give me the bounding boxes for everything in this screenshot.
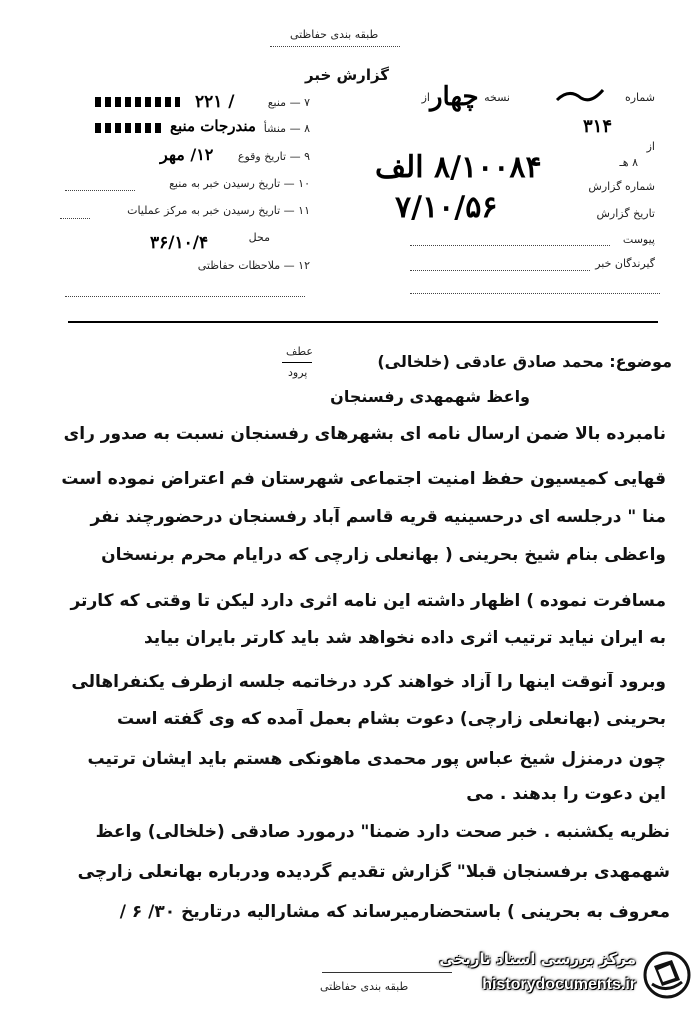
attachment-label: پیوست [622, 233, 655, 246]
from-label: از [646, 140, 655, 153]
body-line: منا " درجلسه ای درحسینیه قریه قاسم آباد رفسنجان درحضورچند نفر [90, 507, 666, 527]
report-date-label: تاریخ گزارش [596, 207, 655, 220]
subject-line-2: واعظ شهمهدی رفسنجان [330, 387, 530, 406]
classification-underline [270, 46, 400, 47]
recipients-dots [410, 270, 590, 271]
header-divider [68, 321, 658, 323]
item8-label: ۸ — منشأ [263, 122, 310, 135]
watermark-title: مرکز بررسی اسناد تاریخی [439, 950, 636, 968]
item12-label: ۱۲ — ملاحظات حفاظتی [197, 259, 310, 272]
body-line: مسافرت نموده ) اظهار داشته این نامه اثری دارد لیکن تا وقتی که کارتر [70, 591, 666, 611]
margin-note-line [282, 362, 312, 363]
opinion-line: نظریه یکشنبه . خبر صحت دارد ضمنا" درمورد صادقی (خلخالی) واعظ [95, 822, 670, 842]
copy-handwritten: چهار [430, 82, 479, 112]
item7-label: ۷ — منبع [267, 96, 310, 109]
item8-redaction [95, 123, 165, 133]
item8-value: مندرجات منبع [170, 117, 256, 135]
copy-count-label: نسخه [484, 91, 510, 104]
recipients-dots-2 [410, 293, 660, 294]
redaction-scribble [555, 86, 605, 104]
opinion-line: شهمهدی برفسنجان قبلا" گزارش تقدیم گردیده ودرباره بهانعلی زارچی [77, 862, 670, 882]
document-center-logo-icon [642, 950, 692, 1000]
watermark-site: historydocuments.ir [482, 976, 636, 993]
body-line: نامبرده بالا ضمن ارسال نامه ای بشهرهای رفسنجان نسبت به صدور رای [63, 424, 666, 444]
attachment-dots [410, 245, 610, 246]
item10-dots [65, 190, 135, 191]
number-label: شماره [624, 91, 655, 104]
body-line: به ایران نیاید ترتیب اثری داده نخواهد شد باید کارتر بایران بیاید [143, 628, 666, 648]
code-value: ۳۱۴ [583, 116, 613, 137]
place-label: محل [248, 231, 270, 244]
body-line: این دعوت را بدهند . می [466, 784, 666, 804]
item7-value: ۲۲۱ / [195, 92, 235, 112]
margin-atf: عطف [286, 345, 313, 358]
copy-label: از [421, 91, 430, 104]
body-line: چون درمنزل شیخ عباس پور محمدی ماهونکی هستم باید ایشان ترتیب [87, 749, 666, 769]
body-line: وبرود آنوقت اینها را آزاد خواهند کرد درخاتمه جلسه ازطرف یکنفراهالی [71, 672, 666, 692]
classification-bottom: طبقه بندی حفاظتی [320, 980, 409, 993]
report-no-label: شماره گزارش [588, 180, 655, 193]
report-no-value: ۸/۱۰۰۸۴ الف [375, 150, 542, 185]
subject-line-1: موضوع: محمد صادق عادقی (خلخالی) [377, 352, 672, 371]
item10-label: ۱۰ — تاریخ رسیدن خبر به منبع [169, 177, 310, 190]
opinion-line: معروف به بحرینی ) باستحضارمیرساند که مشارالیه درتاریخ ۳۰/ ۶ / [119, 902, 670, 922]
recipients-label: گیرندگان خبر [595, 257, 655, 270]
item12-dots [65, 296, 305, 297]
from-value: ۸ هـ [619, 156, 638, 169]
item11-dots [60, 218, 90, 219]
item9-value: ۱۲/ مهر [160, 145, 214, 164]
watermark [392, 948, 692, 1004]
item7-redaction [95, 97, 180, 107]
body-line: قهایی کمیسیون حفظ امنیت اجتماعی شهرستان فم اعتراض نموده است [61, 469, 666, 489]
page-title: گزارش خبر [305, 66, 390, 84]
body-line: بحرینی (بهانعلی زارچی) دعوت بشام بعمل آمده که وی گفته است [116, 709, 666, 729]
place-value: ۳۶/۱۰/۴ [150, 233, 209, 253]
report-date-value: ۷/۱۰/۵۶ [395, 190, 498, 225]
item11-label: ۱۱ — تاریخ رسیدن خبر به مرکز عملیات [127, 204, 310, 217]
margin-parvande: پرود [288, 366, 308, 379]
item9-label: ۹ — تاریخ وقوع [237, 150, 310, 163]
classification-top: طبقه بندی حفاظتی [290, 28, 379, 41]
body-line: واعظی بنام شیخ بحرینی ( بهانعلی زارچی که درایام محرم برنسخان [101, 545, 666, 565]
